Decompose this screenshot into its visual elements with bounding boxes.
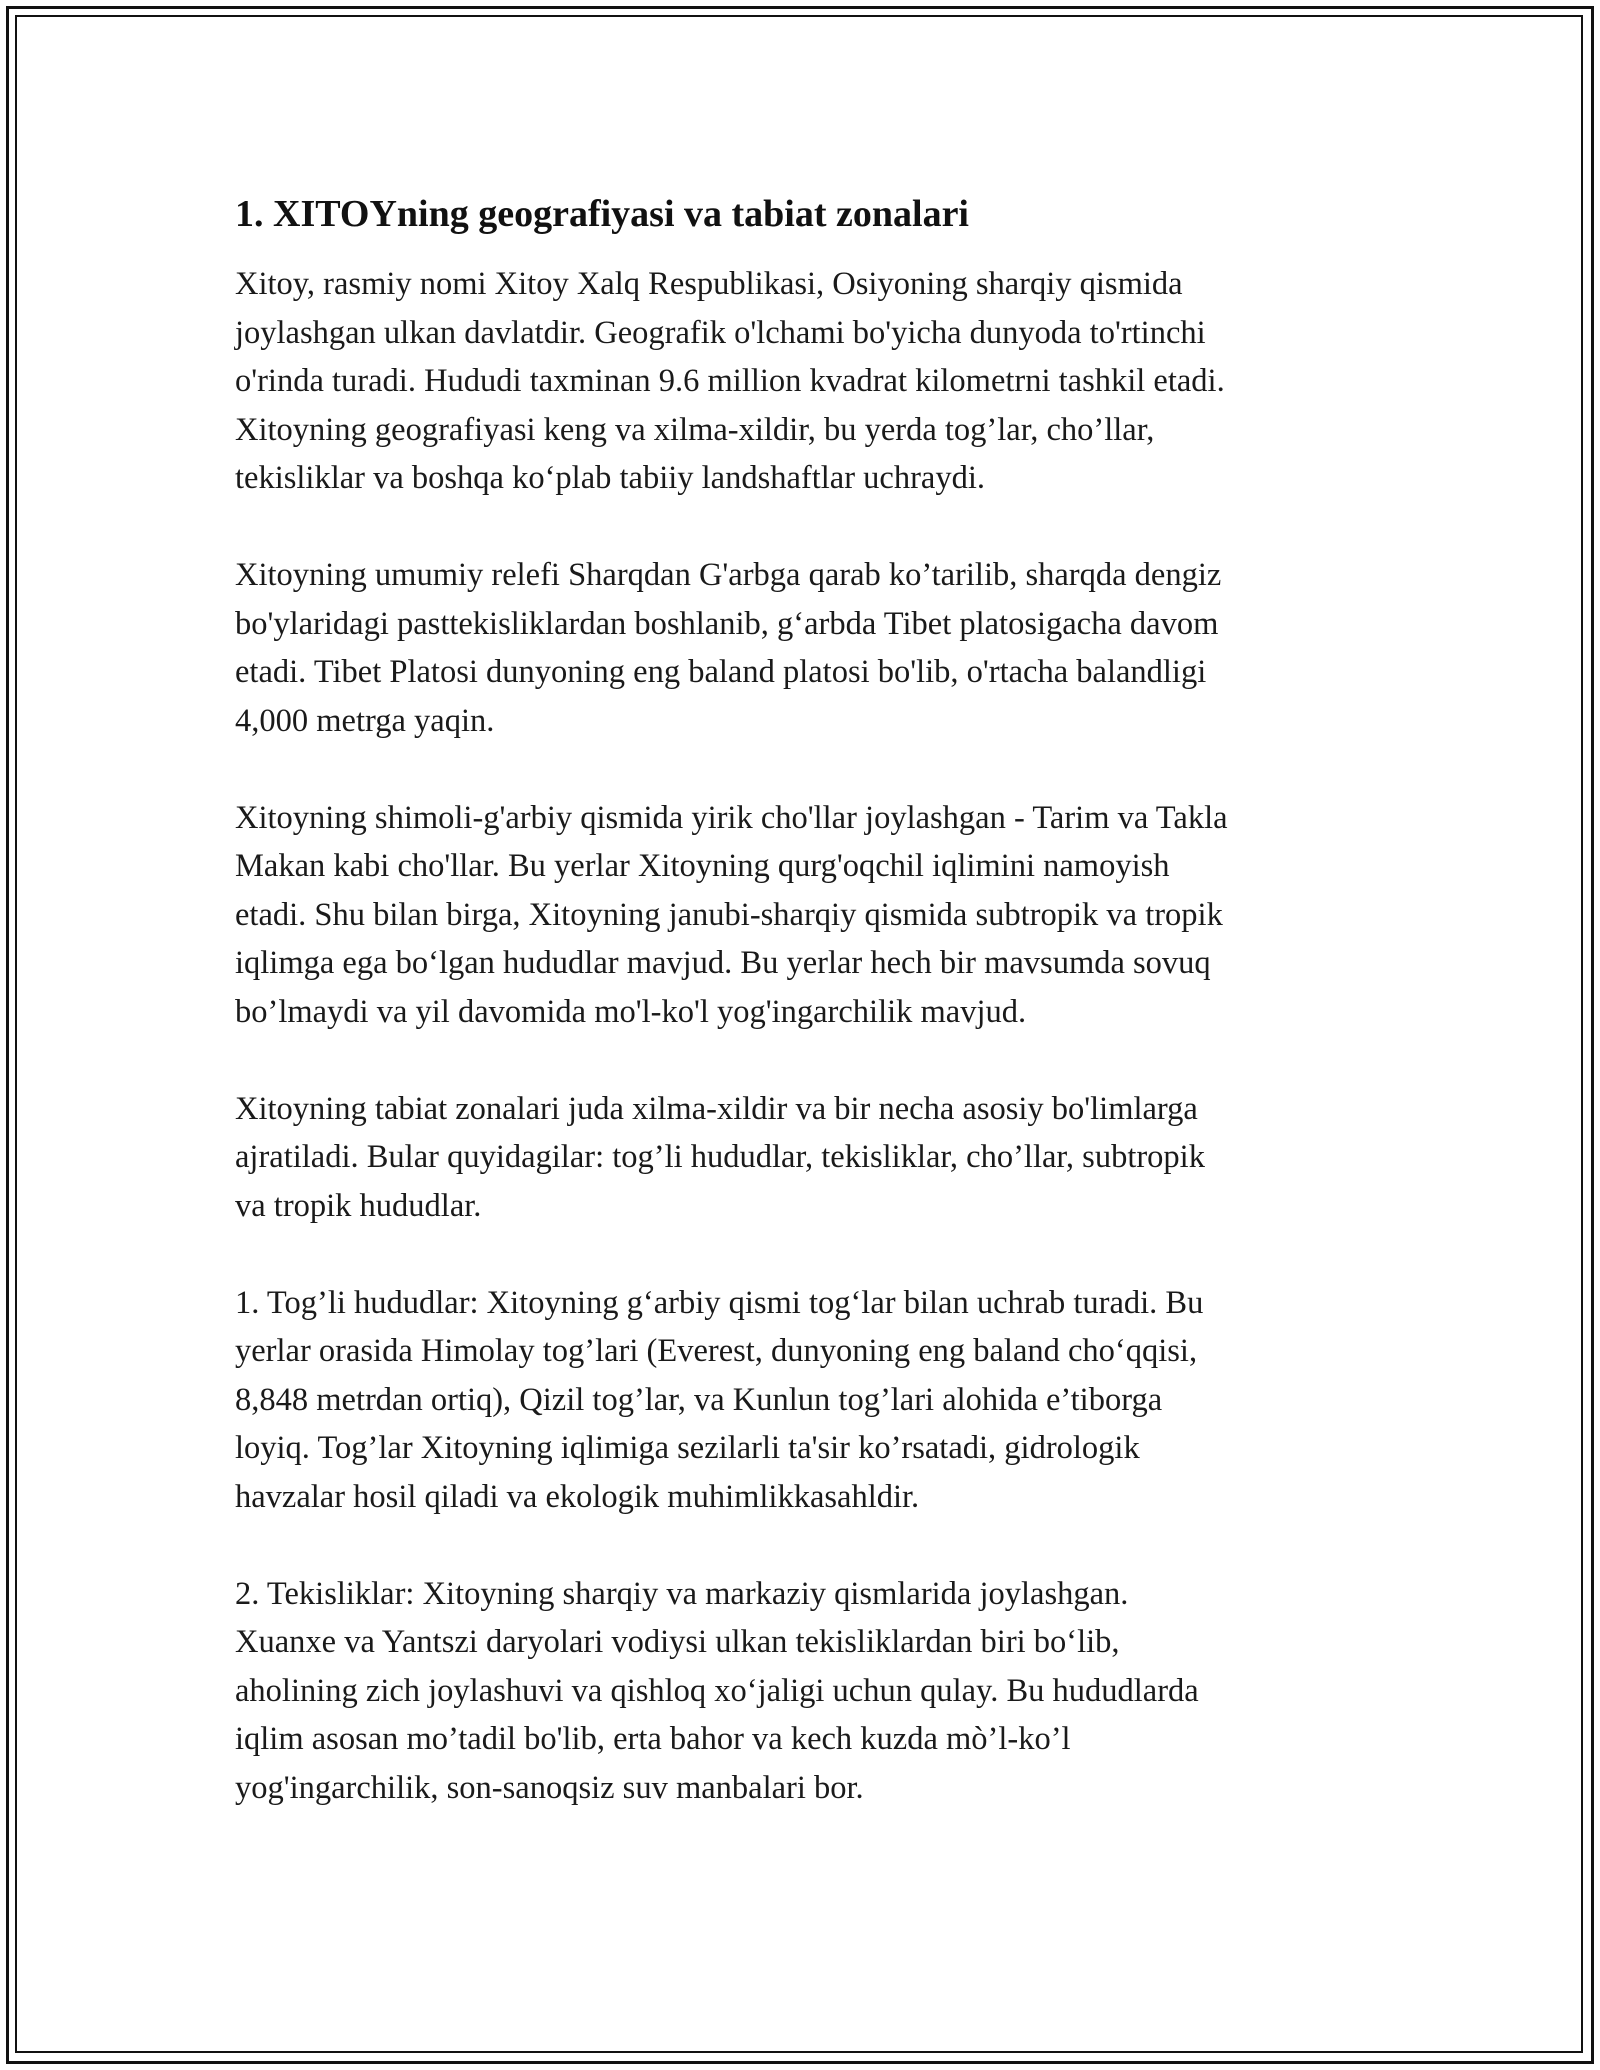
text-line: Xitoyning tabiat zonalari juda xilma-xildir va bir necha asosiy bo'limlarga xyxy=(235,1090,1198,1127)
text-line: 2. Tekisliklar: Xitoyning sharqiy va markaziy qismlarida joylashgan. xyxy=(235,1575,1129,1612)
text-line: joylashgan ulkan davlatdir. Geografik o'lchami bo'yicha dunyoda to'rtinchi xyxy=(235,314,1206,351)
text-line: iqlimga ega bo‘lgan hududlar mavjud. Bu yerlar hech bir mavsumda sovuq xyxy=(235,945,1211,981)
paragraph-zones xyxy=(235,1085,1370,1231)
text-line: iqlim asosan mo’tadil bo'lib, erta bahor va kech kuzda mò’l-ko’l xyxy=(235,1721,1071,1757)
text-line: Makan kabi cho'llar. Bu yerlar Xitoyning qurg'oqchil iqlimini namoyish xyxy=(235,848,1170,884)
paragraph-relief xyxy=(235,551,1370,745)
text-line: 1. Tog’li hududlar: Xitoyning g‘arbiy qismi tog‘lar bilan uchrab turadi. Bu xyxy=(235,1284,1204,1321)
section-heading: 1. XITOYning geografiyasi va tabiat zonalari xyxy=(235,193,969,235)
text-line: aholining zich joylashuvi va qishloq xo‘jaligi uchun qulay. Bu hududlarda xyxy=(235,1672,1199,1709)
text-line: yerlar orasida Himolay tog’lari (Everest, dunyoning eng baland cho‘qqisi, xyxy=(235,1333,1198,1369)
paragraph-plains xyxy=(235,1570,1370,1813)
text-line: etadi. Tibet Platosi dunyoning eng baland platosi bo'lib, o'rtacha balandligi xyxy=(235,654,1207,690)
text-line: havzalar hosil qiladi va ekologik muhimlikkasahldir. xyxy=(235,1478,920,1515)
text-line: ajratiladi. Bular quyidagilar: tog’li hududlar, tekisliklar, cho’llar, subtropik xyxy=(235,1139,1205,1175)
paragraph-intro xyxy=(235,260,1370,503)
text-line: 8,848 metrdan ortiq), Qizil tog’lar, va Kunlun tog’lari alohida e’tiborga xyxy=(235,1381,1163,1418)
text-line: Xitoyning geografiyasi keng va xilma-xildir, bu yerda tog’lar, cho’llar, xyxy=(235,411,1155,448)
paragraph-mountains xyxy=(235,1279,1370,1522)
text-line: bo'ylaridagi pasttekisliklardan boshlanib, g‘arbda Tibet platosigacha davom xyxy=(235,605,1219,642)
text-line: tekisliklar va boshqa ko‘plab tabiiy landshaftlar uchraydi. xyxy=(235,460,985,496)
text-line: bo’lmaydi va yil davomida mo'l-ko'l yog'ingarchilik mavjud. xyxy=(235,993,1027,1030)
text-line: Xitoyning umumiy relefi Sharqdan G'arbga qarab ko’tarilib, sharqda dengiz xyxy=(235,557,1222,593)
paragraph-deserts xyxy=(235,794,1370,1037)
text-line: Xuanxe va Yantszi daryolari vodiysi ulkan tekisliklardan biri bo‘lib, xyxy=(235,1624,1120,1660)
text-line: yog'ingarchilik, son-sanoqsiz suv manbalari bor. xyxy=(235,1769,864,1806)
text-line: Xitoyning shimoli-g'arbiy qismida yirik cho'llar joylashgan - Tarim va Takla xyxy=(235,799,1228,836)
text-line: o'rinda turadi. Hududi taxminan 9.6 million kvadrat kilometrni tashkil etadi. xyxy=(235,363,1225,399)
text-line: loyiq. Tog’lar Xitoyning iqlimiga sezilarli ta'sir ko’rsatadi, gidrologik xyxy=(235,1430,1140,1466)
text-line: va tropik hududlar. xyxy=(235,1187,482,1224)
text-line: Xitoy, rasmiy nomi Xitoy Xalq Respublikasi, Osiyoning sharqiy qismida xyxy=(235,266,1183,302)
text-line: 4,000 metrga yaqin. xyxy=(235,702,495,739)
text-line: etadi. Shu bilan birga, Xitoyning janubi-sharqiy qismida subtropik va tropik xyxy=(235,896,1223,933)
document-body xyxy=(235,188,1370,1861)
